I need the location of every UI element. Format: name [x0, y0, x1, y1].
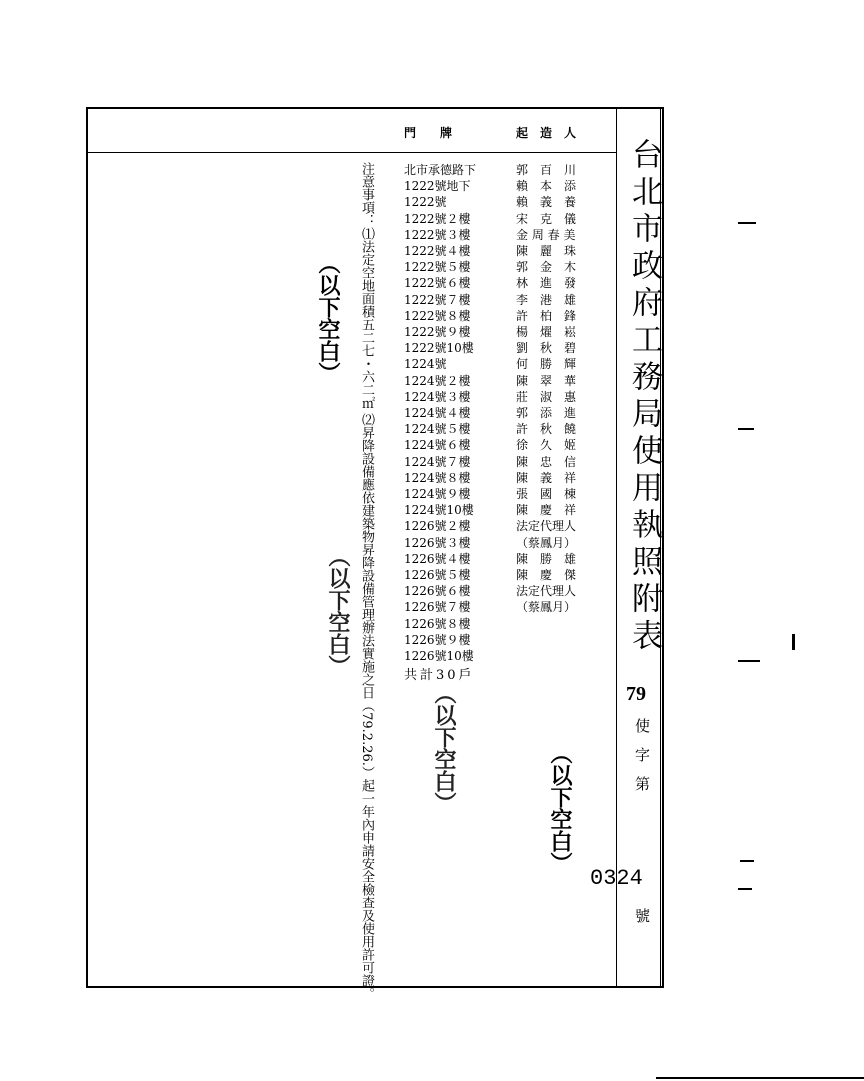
total-units: 共計30戶 — [404, 668, 475, 683]
permit-suffix: 號 — [633, 908, 651, 923]
owner-column-header: 起 造 人 — [516, 126, 577, 140]
scan-mark — [738, 222, 756, 224]
address-row: 1226號５樓 — [404, 568, 471, 583]
address-row: 1222號地下 — [404, 179, 471, 194]
document-title: 台北市政府工務局使用執照附表 — [626, 138, 662, 656]
address-row: 1222號２樓 — [404, 211, 471, 226]
address-row: 1222號７樓 — [404, 292, 471, 307]
scan-mark — [738, 428, 754, 430]
address-row: 1226號９樓 — [404, 632, 471, 647]
owner-row: 陳 勝 雄 — [516, 551, 577, 566]
address-list — [404, 162, 488, 664]
blank-stamp-1: （以下空白） — [315, 252, 340, 384]
owner-row: 劉 秋 碧 — [516, 341, 577, 356]
permit-word: 使字第 — [633, 718, 651, 805]
permit-year: 79 — [626, 683, 646, 705]
address-row: 1226號７樓 — [404, 600, 471, 615]
owner-row: 楊 燿 崧 — [516, 325, 577, 340]
address-row: 北市承德路下 — [404, 163, 477, 177]
title-divider — [616, 107, 617, 988]
address-row: 1226號10樓 — [404, 649, 474, 664]
owner-row: 郭 添 進 — [516, 406, 577, 421]
owner-row: 張 國 棟 — [516, 487, 577, 502]
permit-serial: 0324 — [590, 866, 643, 891]
blank-stamp-2: （以下空白） — [325, 545, 350, 677]
owner-row: 郭 百 川 — [516, 163, 577, 177]
address-row: 1222號８樓 — [404, 308, 471, 323]
scan-mark — [738, 660, 760, 662]
owner-row: 許 秋 饒 — [516, 422, 577, 437]
owner-row: 金 周 春 美 — [516, 227, 576, 242]
address-row: 1224號６樓 — [404, 438, 471, 453]
address-row: 1222號 — [404, 195, 447, 210]
address-row: 1226號６樓 — [404, 584, 471, 599]
address-row: 1224號８樓 — [404, 470, 471, 485]
owner-row: （蔡鳳月） — [516, 600, 577, 615]
address-row: 1224號２樓 — [404, 373, 471, 388]
scan-mark — [656, 1077, 864, 1079]
owner-row: 莊 淑 惠 — [516, 389, 577, 404]
owner-row: 陳 麗 珠 — [516, 244, 577, 259]
owner-row: 許 柏 鋒 — [516, 308, 577, 323]
address-column-header: 門 牌 — [404, 126, 453, 140]
scan-mark — [792, 634, 795, 650]
address-row: 1224號４樓 — [404, 406, 471, 421]
scan-mark — [740, 860, 754, 862]
address-row: 1222號６樓 — [404, 276, 471, 291]
owner-row: 宋 克 儀 — [516, 211, 577, 226]
address-row: 1222號３樓 — [404, 227, 471, 242]
notes: 注意事項：⑴法定空地面積五二七・六二㎡ ⑵昇降設備應依建築物昇降設備管理辦法實施之日（79.2.26.）起一年內申請安全檢查及使用許可證。 — [359, 162, 374, 1000]
scan-mark — [738, 888, 752, 890]
owner-row: 陳 慶 傑 — [516, 568, 577, 583]
owner-row: 陳 忠 信 — [516, 454, 577, 469]
blank-stamp-3: （以下空白） — [431, 682, 456, 814]
blank-stamp-4: （以下空白） — [547, 742, 572, 874]
owner-row: 陳 義 祥 — [516, 470, 577, 485]
owner-row: 法定代理人 — [516, 519, 577, 534]
owner-row: 法定代理人 — [516, 584, 577, 599]
address-row: 1222號４樓 — [404, 244, 471, 259]
address-row: 1222號９樓 — [404, 325, 471, 340]
owner-row: 何 勝 輝 — [516, 357, 577, 372]
address-row: 1226號４樓 — [404, 551, 471, 566]
owner-list — [516, 162, 616, 616]
address-row: 1222號10樓 — [404, 341, 474, 356]
owner-row: 徐 久 姬 — [516, 438, 577, 453]
address-row: 1224號３樓 — [404, 389, 471, 404]
header-divider — [86, 152, 617, 153]
address-row: 1226號２樓 — [404, 519, 471, 534]
address-row: 1224號７樓 — [404, 454, 471, 469]
owner-row: （蔡鳳月） — [516, 535, 577, 550]
owner-row: 郭 金 木 — [516, 260, 577, 275]
address-row: 1224號10樓 — [404, 503, 474, 518]
address-row: 1224號 — [404, 357, 447, 372]
owner-row: 陳 翠 華 — [516, 373, 577, 388]
owner-row: 賴 義 養 — [516, 195, 577, 210]
owner-row: 陳 慶 祥 — [516, 503, 577, 518]
address-row: 1226號８樓 — [404, 616, 471, 631]
owner-row: 賴 本 添 — [516, 179, 577, 194]
owner-row: 李 港 雄 — [516, 292, 577, 307]
address-row: 1222號５樓 — [404, 260, 471, 275]
address-row: 1224號９樓 — [404, 487, 471, 502]
address-row: 1224號５樓 — [404, 422, 471, 437]
owner-row: 林 進 發 — [516, 276, 577, 291]
address-row: 1226號３樓 — [404, 535, 471, 550]
